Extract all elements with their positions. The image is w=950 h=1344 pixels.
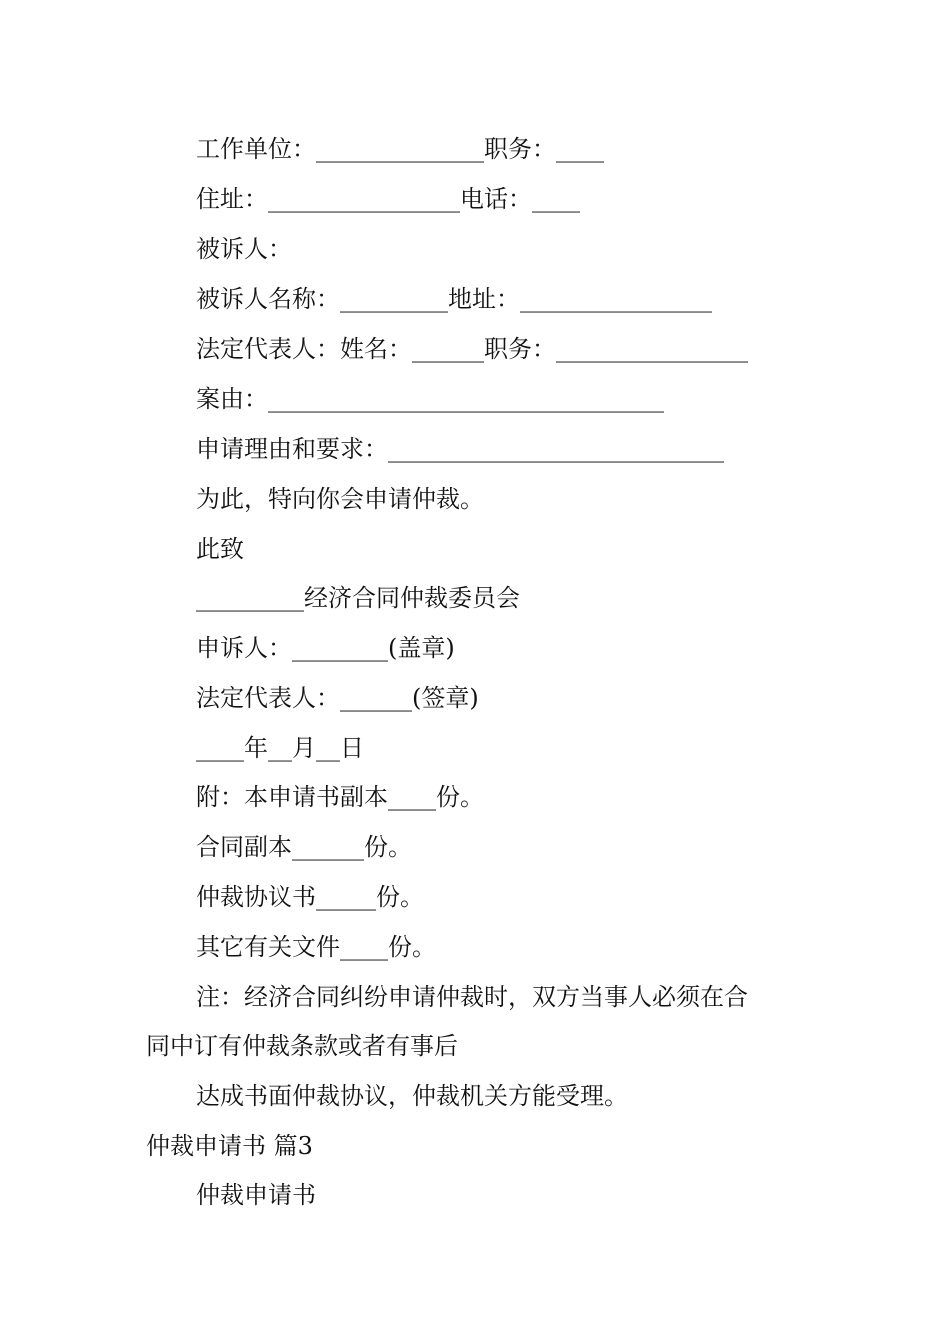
respondent-name-line: 被诉人名称：_________地址：________________ — [196, 285, 712, 313]
committee-line: _________经济合同仲裁委员会 — [196, 584, 520, 612]
reason-request-line: 申请理由和要求：____________________________ — [196, 435, 724, 463]
section-heading: 仲裁申请书 篇3 — [146, 1132, 313, 1160]
contract-copies-line: 合同副本______份。 — [196, 833, 412, 861]
legal-rep-sign-line: 法定代表人：______(签章) — [196, 684, 479, 712]
address-phone-line: 住址：________________电话：____ — [196, 185, 580, 213]
case-cause-line: 案由：_________________________________ — [196, 385, 664, 413]
note-line-3: 达成书面仲裁协议，仲裁机关方能受理。 — [196, 1082, 628, 1110]
salutation: 此致 — [196, 535, 244, 563]
apply-statement: 为此，特向你会申请仲裁。 — [196, 485, 484, 513]
arbitration-agreement-line: 仲裁协议书_____份。 — [196, 883, 424, 911]
note-line-1: 注：经济合同纠纷申请仲裁时，双方当事人必须在合 — [196, 983, 748, 1011]
attachment-copies-line: 附：本申请书副本____份。 — [196, 783, 484, 811]
appellant-seal-line: 申诉人：________(盖章) — [196, 634, 455, 662]
date-line: ____年__月__日 — [196, 734, 364, 762]
document-title: 仲裁申请书 — [196, 1181, 316, 1209]
respondent-heading: 被诉人： — [196, 235, 292, 263]
other-documents-line: 其它有关文件____份。 — [196, 933, 436, 961]
work-unit-line: 工作单位：______________职务：____ — [196, 135, 604, 163]
note-line-2: 同中订有仲裁条款或者有事后 — [146, 1032, 458, 1060]
legal-rep-line: 法定代表人：姓名：______职务：________________ — [196, 335, 748, 363]
